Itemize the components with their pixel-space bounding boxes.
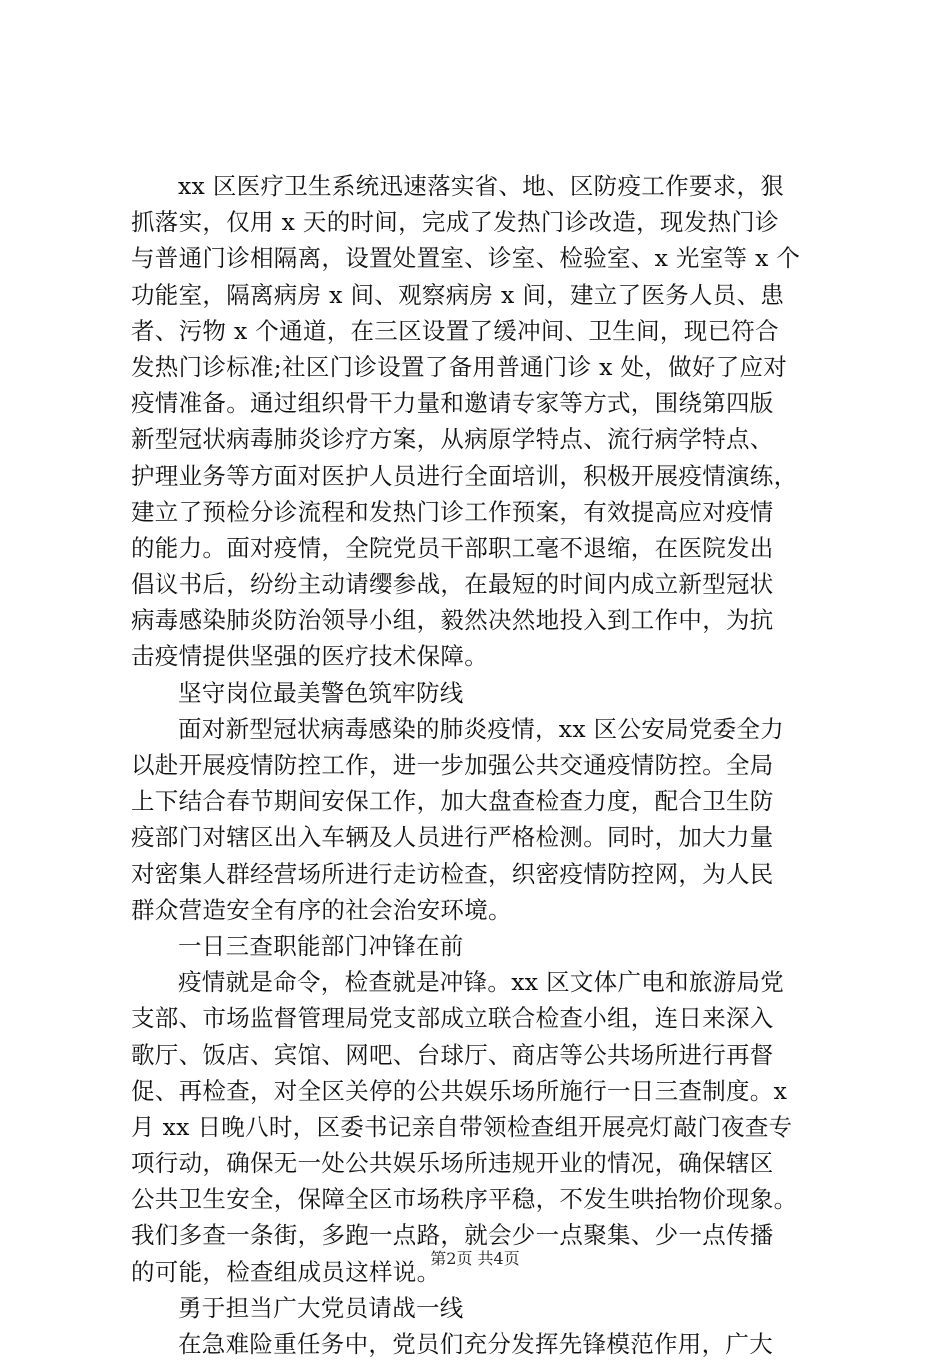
text-line: 对密集人群经营场所进行走访检查，织密疫情防控网，为人民	[131, 859, 774, 888]
text-line: 月 xx 日晚八时，区委书记亲自带领检查组开展亮灯敲门夜查专	[131, 1112, 793, 1141]
text-line: xx 区医疗卫生系统迅速落实省、地、区防疫工作要求，狠	[178, 172, 785, 200]
text-line: 发热门诊标准;社区门诊设置了备用普通门诊 x 处，做好了应对	[131, 352, 788, 381]
text-line: 面对新型冠状病毒感染的肺炎疫情，xx 区公安局党委全力	[178, 714, 785, 743]
text-line: 的能力。面对疫情，全院党员干部职工毫不退缩，在医院发出	[131, 533, 774, 562]
text-line: 公共卫生安全，保障全区市场秩序平稳，不发生哄抬物价现象。	[131, 1185, 798, 1214]
text-line: 疫情就是命令，检查就是冲锋。xx 区文体广电和旅游局党	[178, 968, 785, 997]
text-line: 击疫情提供坚强的医疗技术保障。	[131, 642, 488, 671]
text-line: 在急难险重任务中，党员们充分发挥先锋模范作用，广大	[178, 1330, 773, 1358]
section-heading: 勇于担当广大党员请战一线	[178, 1293, 464, 1322]
section-heading: 坚守岗位最美警色筑牢防线	[178, 678, 464, 707]
text-line: 建立了预检分诊流程和发热门诊工作预案，有效提高应对疫情	[131, 497, 774, 526]
text-line: 的可能，检查组成员这样说。	[131, 1257, 441, 1286]
body-text	[131, 168, 836, 1362]
section-heading: 一日三查职能部门冲锋在前	[178, 931, 464, 960]
text-line: 促、再检查，对全区关停的公共娱乐场所施行一日三查制度。x	[131, 1076, 788, 1105]
text-line: 病毒感染肺炎防治领导小组，毅然决然地投入到工作中，为抗	[131, 606, 774, 635]
text-line: 我们多查一条街，多跑一点路，就会少一点聚集、少一点传播	[131, 1221, 774, 1250]
text-line: 新型冠状病毒肺炎诊疗方案，从病原学特点、流行病学特点、	[131, 425, 774, 454]
text-line: 歌厅、饭店、宾馆、网吧、台球厅、商店等公共场所进行再督	[131, 1040, 774, 1069]
text-line: 抓落实，仅用 x 天的时间，完成了发热门诊改造，现发热门诊	[131, 208, 779, 237]
text-line: 者、污物 x 个通道，在三区设置了缓冲间、卫生间，现已符合	[131, 316, 779, 345]
text-line: 倡议书后，纷纷主动请缨参战，在最短的时间内成立新型冠状	[131, 570, 774, 599]
text-line: 群众营造安全有序的社会治安环境。	[131, 895, 512, 924]
text-line: 项行动，确保无一处公共娱乐场所违规开业的情况，确保辖区	[131, 1149, 774, 1178]
text-line: 以赴开展疫情防控工作，进一步加强公共交通疫情防控。全局	[131, 751, 774, 779]
text-line: 功能室，隔离病房 x 间、观察病房 x 间，建立了医务人员、患	[131, 280, 785, 309]
text-line: 上下结合春节期间安保工作，加大盘查检查力度，配合卫生防	[131, 787, 774, 816]
text-line: 疫情准备。通过组织骨干力量和邀请专家等方式，围绕第四版	[131, 389, 774, 418]
text-line: 支部、市场监督管理局党支部成立联合检查小组，连日来深入	[131, 1004, 774, 1033]
text-line: 疫部门对辖区出入车辆及人员进行严格检测。同时，加大力量	[131, 823, 774, 852]
page-footer: 第2页 共4页	[430, 1249, 520, 1268]
text-line: 与普通门诊相隔离，设置处置室、诊室、检验室、x 光室等 x 个	[131, 244, 801, 273]
text-line: 护理业务等方面对医护人员进行全面培训，积极开展疫情演练，	[131, 461, 798, 490]
